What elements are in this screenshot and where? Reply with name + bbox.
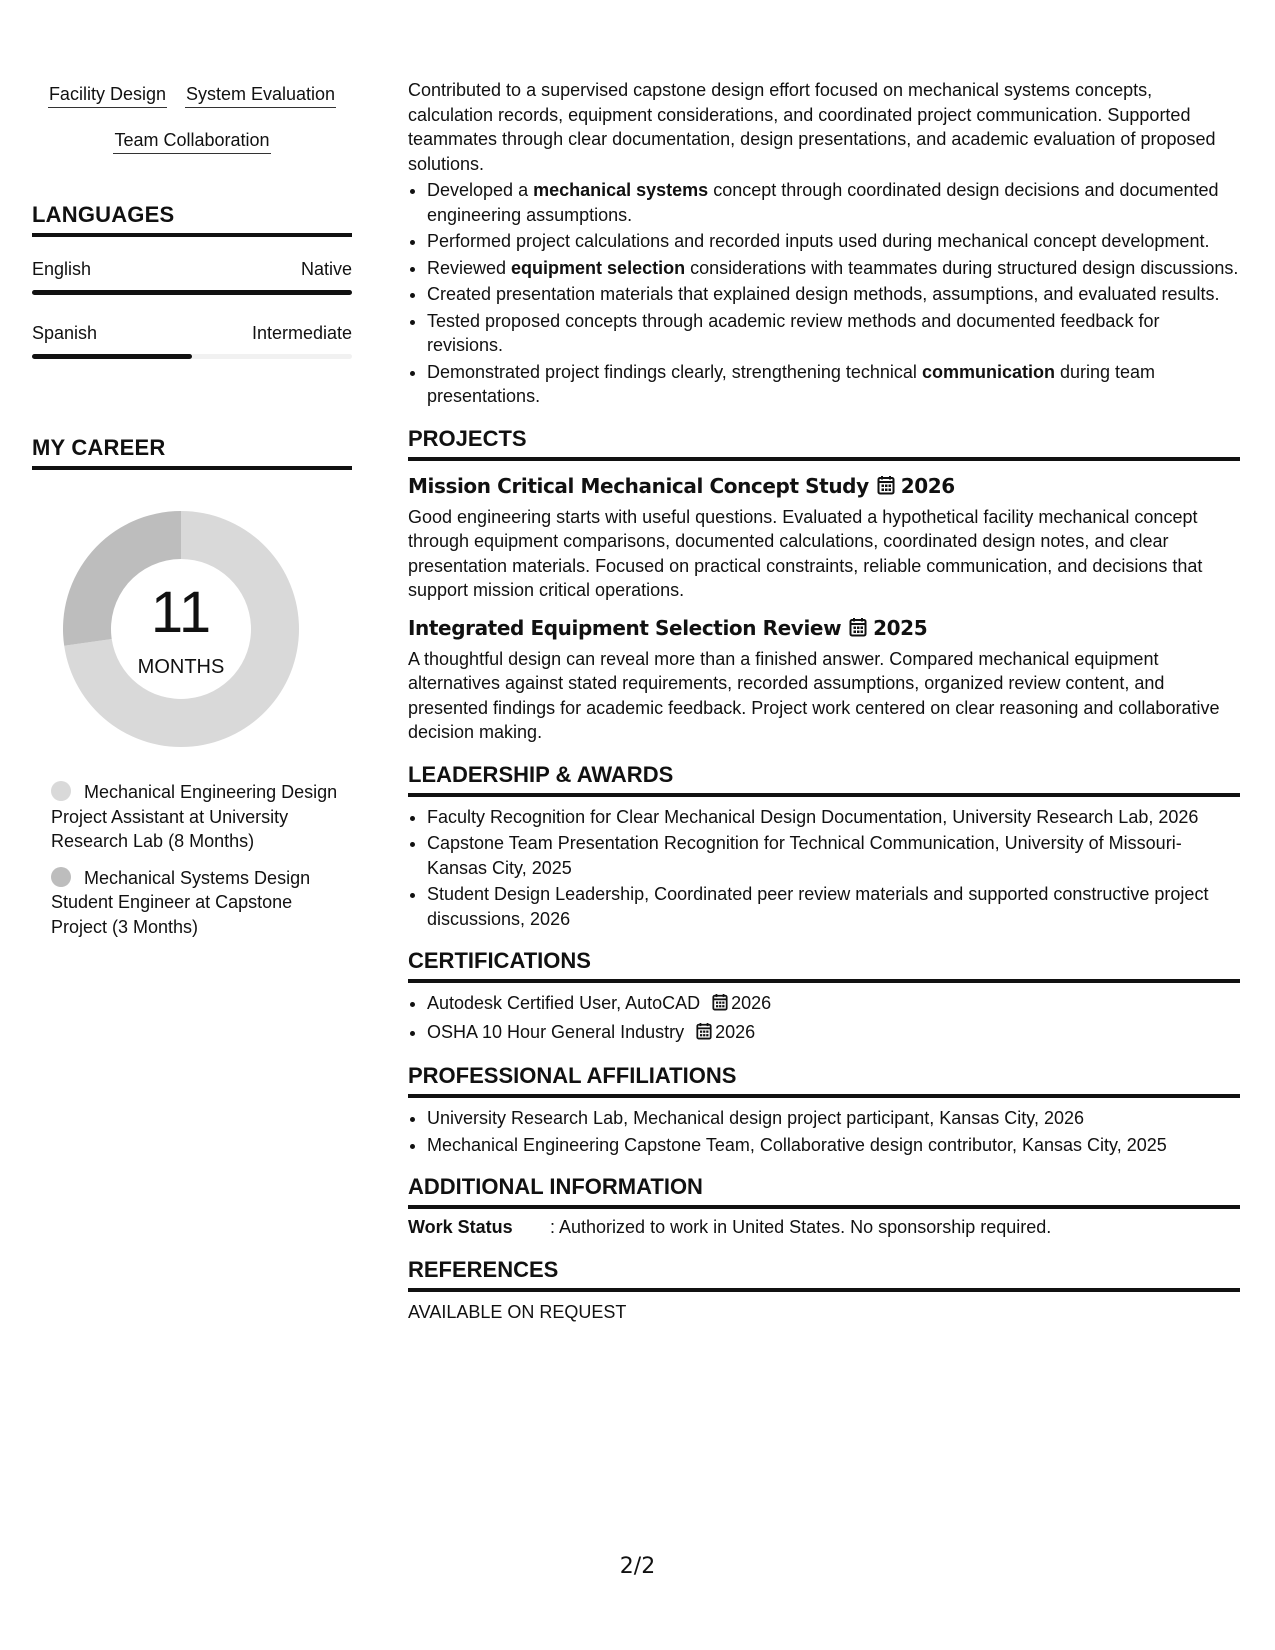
affiliation-item: • Mechanical Engineering Capstone Team, Collaborative design contributor, Kansas City, 2025 bbox=[427, 1133, 1240, 1158]
experience-summary: Contributed to a supervised capstone design effort focused on mechanical systems concepts, calculation records, equipment considerations, and coordinated project communication. Supported teammates through clear documentation, design presentations, and academic evaluation of proposed solutions. bbox=[408, 80, 1216, 174]
language-proficiency-bar bbox=[32, 290, 352, 295]
right-column bbox=[408, 78, 1240, 1324]
language-name: Spanish bbox=[32, 323, 98, 343]
legend-dot-icon bbox=[51, 867, 71, 887]
page-number: 2/2 bbox=[619, 1554, 656, 1579]
language-proficiency-bar bbox=[32, 354, 352, 359]
experience-bullet bbox=[427, 178, 1240, 227]
experience-bullet bbox=[427, 229, 1240, 254]
career-total-unit: MONTHS bbox=[137, 656, 225, 678]
leadership-list bbox=[408, 805, 1240, 932]
certification-item bbox=[427, 991, 1240, 1018]
bullet-text: Demonstrated project findings clearly, strengthening technical bbox=[427, 361, 922, 382]
proficiency-fill bbox=[32, 354, 192, 359]
certification-year: 2026 bbox=[731, 993, 772, 1013]
experience-bullets bbox=[408, 178, 1240, 409]
bullet-keyword: equipment selection bbox=[511, 257, 686, 278]
certification-item bbox=[427, 1020, 1240, 1047]
experience-bullet bbox=[427, 309, 1240, 358]
bullet-text: considerations with teammates during structured design discussions. bbox=[685, 257, 1239, 278]
bullet-text: concept through coordinated design decisions and documented engineering assumptions. bbox=[427, 180, 1219, 225]
calendar-icon bbox=[849, 617, 867, 643]
certifications-heading: CERTIFICATIONS bbox=[408, 947, 1240, 983]
career-legend bbox=[51, 780, 352, 939]
bullet-text: Developed a bbox=[427, 180, 534, 200]
project-year: 2025 bbox=[873, 615, 928, 640]
skill-chip: Team Collaboration bbox=[113, 128, 270, 154]
work-status-row bbox=[408, 1215, 1240, 1240]
bullet-keyword: communication bbox=[921, 361, 1055, 382]
additional-info-heading: ADDITIONAL INFORMATION bbox=[408, 1173, 1240, 1209]
project-item bbox=[408, 615, 1240, 745]
work-status-label: Work Status bbox=[408, 1217, 513, 1237]
project-description: A thoughtful design can reveal more than a finished answer. Compared mechanical equipment alternatives against stated requirements, recorded assumptions, organized review content, and presented findings for academic feedback. Project work centered on clear reasoning and collaborative decision making. bbox=[408, 648, 1220, 742]
language-item bbox=[32, 323, 352, 359]
affiliations-list bbox=[408, 1106, 1240, 1157]
project-name: Integrated Equipment Selection Review bbox=[408, 615, 842, 640]
project-name: Mission Critical Mechanical Concept Study bbox=[408, 473, 869, 498]
leadership-heading: LEADERSHIP & AWARDS bbox=[408, 761, 1240, 797]
bullet-text: Performed project calculations and recorded inputs used during mechanical concept development. bbox=[427, 231, 1210, 251]
experience-bullet bbox=[427, 360, 1240, 409]
career-heading: MY CAREER bbox=[32, 435, 352, 470]
bullet-text: Tested proposed concepts through academic review methods and documented feedback for revisions. bbox=[427, 310, 1160, 355]
languages-heading: LANGUAGES bbox=[32, 202, 352, 237]
bullet-text: Reviewed bbox=[427, 257, 512, 278]
certification-year: 2026 bbox=[715, 1021, 756, 1042]
language-level: Intermediate bbox=[251, 323, 352, 343]
skill-chip: Facility Design bbox=[48, 82, 167, 108]
donut-center bbox=[56, 504, 306, 754]
project-item bbox=[408, 473, 1240, 603]
bullet-text: during team presentations. bbox=[427, 361, 1156, 406]
affiliation-item: • University Research Lab, Mechanical design project participant, Kansas City, 2026 bbox=[427, 1106, 1240, 1131]
proficiency-fill bbox=[32, 290, 352, 295]
bullet-keyword: mechanical systems bbox=[533, 180, 709, 200]
calendar-icon bbox=[696, 1022, 712, 1047]
certifications-list bbox=[408, 991, 1240, 1046]
project-description: Good engineering starts with useful questions. Evaluated a hypothetical facility mechanical concept through equipment comparisons, documented calculations, coordinated design notes, and clear presentation materials. Focused on practical constraints, reliable communication, and decisions that support mission critical operations. bbox=[408, 506, 1203, 600]
leadership-item: • Capstone Team Presentation Recognition for Technical Communication, University of Missouri-Kansas City, 2025 bbox=[427, 831, 1240, 880]
language-level: Native bbox=[300, 259, 352, 279]
legend-dot-icon bbox=[51, 781, 71, 801]
projects-heading: PROJECTS bbox=[408, 425, 1240, 461]
certification-name: OSHA 10 Hour General Industry bbox=[427, 1021, 685, 1042]
calendar-icon bbox=[877, 475, 895, 501]
leadership-item: • Faculty Recognition for Clear Mechanical Design Documentation, University Research Lab, 2026 bbox=[427, 805, 1240, 830]
career-role-label: Mechanical Systems Design Student Engineer at Capstone Project (3 Months) bbox=[51, 867, 311, 937]
bullet-text: Created presentation materials that explained design methods, assumptions, and evaluated results. bbox=[427, 284, 1220, 304]
career-legend-item bbox=[51, 780, 352, 854]
work-status-value: : Authorized to work in United States. No sponsorship required. bbox=[550, 1217, 1052, 1237]
skill-chip: System Evaluation bbox=[185, 82, 336, 108]
project-year: 2026 bbox=[900, 473, 955, 498]
experience-bullet bbox=[427, 256, 1240, 281]
project-title-row bbox=[408, 615, 1240, 643]
references-text: AVAILABLE ON REQUEST bbox=[408, 1301, 627, 1322]
career-donut-chart bbox=[56, 504, 306, 754]
certification-name: Autodesk Certified User, AutoCAD bbox=[427, 993, 701, 1013]
career-total-value: 11 bbox=[150, 580, 212, 645]
leadership-item: • Student Design Leadership, Coordinated peer review materials and supported constructive project discussions, 2026 bbox=[427, 882, 1240, 931]
experience-bullet bbox=[427, 282, 1240, 307]
references-heading: REFERENCES bbox=[408, 1256, 1240, 1292]
left-column bbox=[32, 82, 352, 951]
project-title-row bbox=[408, 473, 1240, 501]
career-role-label: Mechanical Engineering Design Project Assistant at University Research Lab (8 Months) bbox=[51, 782, 338, 851]
language-name: English bbox=[32, 259, 92, 279]
language-item bbox=[32, 259, 352, 295]
affiliations-heading: PROFESSIONAL AFFILIATIONS bbox=[408, 1062, 1240, 1098]
skills-list bbox=[32, 82, 352, 154]
calendar-icon bbox=[712, 993, 728, 1018]
career-legend-item bbox=[51, 866, 352, 940]
